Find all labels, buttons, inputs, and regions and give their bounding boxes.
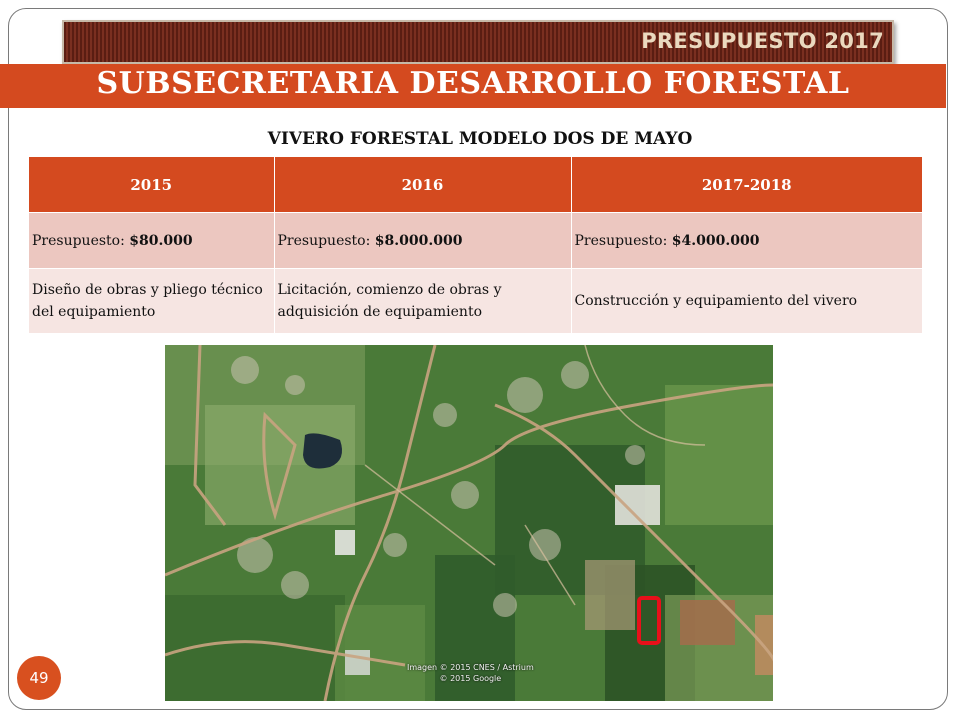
table-row-description — [29, 269, 922, 334]
column-header-2015: 2015 — [29, 157, 274, 213]
map-attribution-line2: © 2015 Google — [439, 674, 502, 683]
year-banner — [62, 20, 894, 64]
page-title: SUBSECRETARIA DESARROLLO FORESTAL — [96, 66, 850, 101]
budget-cell-2016 — [274, 213, 571, 269]
satellite-map — [165, 345, 773, 701]
budget-amount: $8.000.000 — [374, 232, 463, 249]
budget-cell-2015 — [29, 213, 274, 269]
map-attribution — [407, 662, 534, 684]
description-cell-2016: Licitación, comienzo de obras y adquisición de equipamiento — [274, 269, 571, 334]
budget-table — [29, 157, 922, 333]
title-bar — [0, 64, 946, 108]
budget-label: Presupuesto: — [32, 232, 130, 249]
budget-amount: $80.000 — [129, 232, 193, 249]
budget-label: Presupuesto: — [574, 232, 672, 249]
table-header-row — [29, 157, 922, 213]
budget-amount: $4.000.000 — [671, 232, 760, 249]
budget-cell-2017-2018 — [571, 213, 922, 269]
column-header-2016: 2016 — [274, 157, 571, 213]
description-cell-2017-2018: Construcción y equipamiento del vivero — [571, 269, 922, 334]
map-attribution-line1: Imagen © 2015 CNES / Astrium — [407, 663, 534, 672]
satellite-image — [165, 345, 773, 701]
banner-label: PRESUPUESTO 2017 — [641, 29, 884, 53]
budget-label: Presupuesto: — [277, 232, 375, 249]
page-number-badge: 49 — [17, 656, 61, 700]
section-subtitle: VIVERO FORESTAL MODELO DOS DE MAYO — [267, 129, 693, 149]
table-row-budget — [29, 213, 922, 269]
column-header-2017-2018: 2017-2018 — [571, 157, 922, 213]
description-cell-2015: Diseño de obras y pliego técnico del equipamiento — [29, 269, 274, 334]
